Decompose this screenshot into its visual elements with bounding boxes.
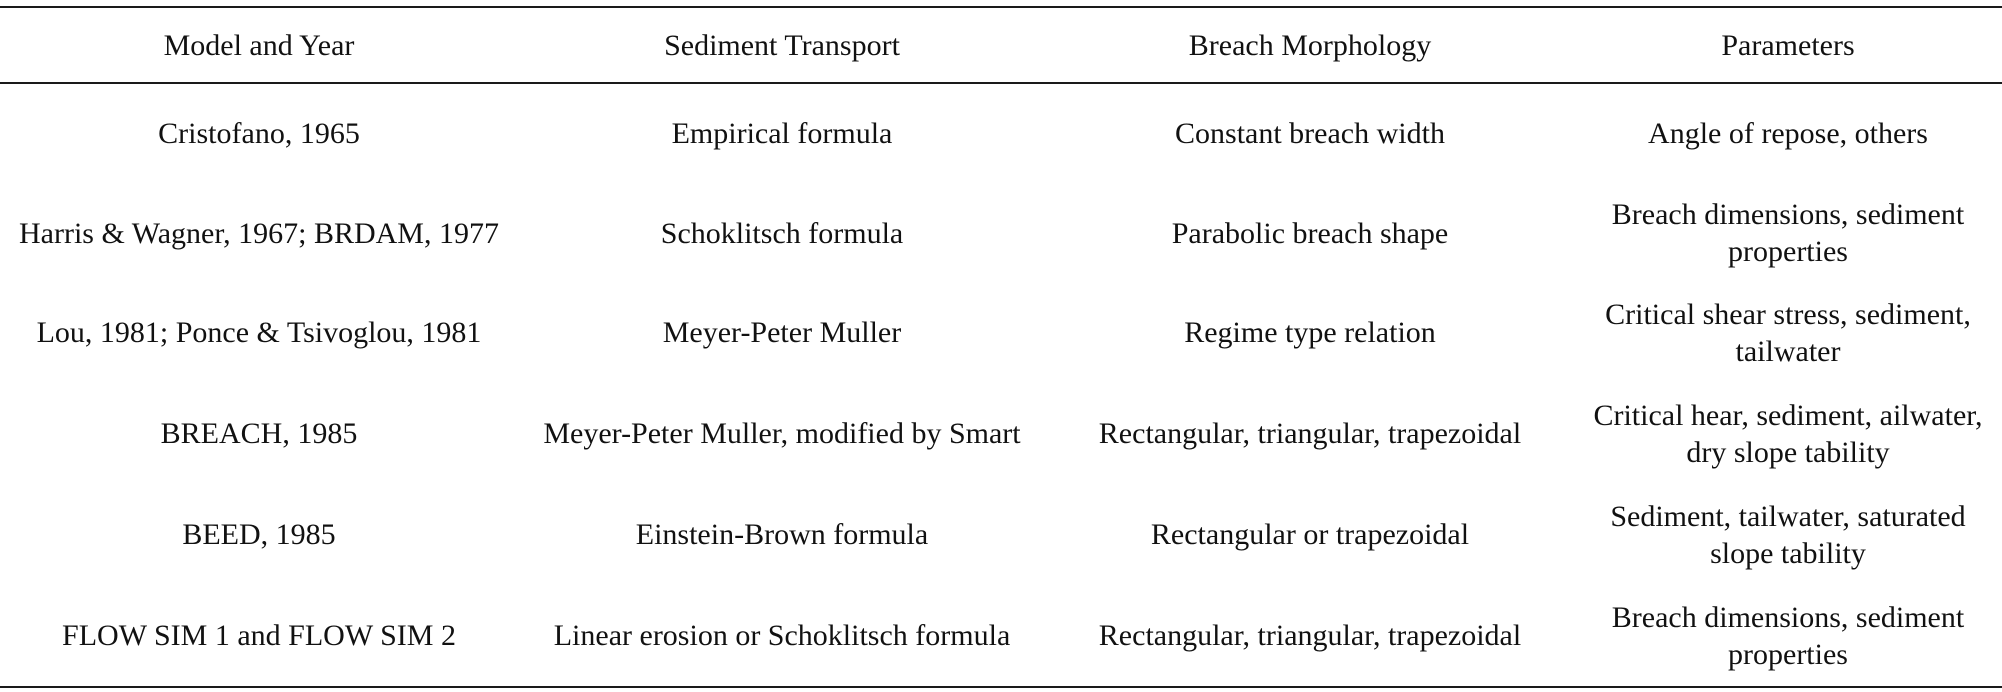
table-header xyxy=(0,8,2002,82)
cell-parameters: Critical hear, sediment, ailwater, dry slope tability xyxy=(1593,398,1983,469)
table-row xyxy=(0,82,2002,184)
header-sediment-transport: Sediment Transport xyxy=(664,28,900,62)
cell-model-and-year: BREACH, 1985 xyxy=(160,417,358,450)
cell-sediment-transport: Meyer-Peter Muller, modified by Smart xyxy=(543,417,1021,450)
cell-parameters: Critical shear stress, sediment, tailwater xyxy=(1605,297,1971,368)
cell-model-and-year: BEED, 1985 xyxy=(182,518,336,551)
cell-sediment-transport: Schoklitsch formula xyxy=(660,216,904,250)
cell-breach-morphology: Rectangular, triangular, trapezoidal xyxy=(1098,619,1522,652)
cell-breach-morphology: Constant breach width xyxy=(1175,116,1445,150)
table-row xyxy=(0,282,2002,383)
cell-model-and-year: Lou, 1981; Ponce & Tsivoglou, 1981 xyxy=(36,316,482,349)
cell-breach-morphology: Parabolic breach shape xyxy=(1171,216,1449,250)
table-bottom-rule xyxy=(0,686,2002,688)
cell-parameters: Angle of repose, others xyxy=(1648,116,1928,150)
cell-model-and-year: Harris & Wagner, 1967; BRDAM, 1977 xyxy=(19,216,499,250)
header-model-and-year: Model and Year xyxy=(163,28,355,62)
cell-parameters: Sediment, tailwater, saturated slope tability xyxy=(1610,499,1966,570)
cell-breach-morphology: Rectangular or trapezoidal xyxy=(1150,518,1470,551)
table-row xyxy=(0,585,2002,686)
cell-sediment-transport: Linear erosion or Schoklitsch formula xyxy=(553,619,1011,652)
header-parameters: Parameters xyxy=(1721,28,1855,62)
header-row xyxy=(0,8,2002,82)
cell-sediment-transport: Meyer-Peter Muller xyxy=(662,316,902,349)
table-row xyxy=(0,383,2002,484)
cell-model-and-year: FLOW SIM 1 and FLOW SIM 2 xyxy=(62,619,456,652)
cell-parameters: Breach dimensions, sediment properties xyxy=(1611,600,1965,671)
cell-breach-morphology: Regime type relation xyxy=(1184,316,1436,349)
dam-breach-models-table xyxy=(0,8,2002,686)
cell-sediment-transport: Empirical formula xyxy=(671,116,893,150)
table-row xyxy=(0,484,2002,585)
cell-model-and-year: Cristofano, 1965 xyxy=(158,116,360,150)
header-breach-morphology: Breach Morphology xyxy=(1188,28,1432,62)
table-body xyxy=(0,82,2002,686)
cell-breach-morphology: Rectangular, triangular, trapezoidal xyxy=(1098,417,1522,450)
cell-sediment-transport: Einstein-Brown formula xyxy=(635,518,929,551)
cell-parameters: Breach dimensions, sediment properties xyxy=(1611,198,1965,268)
table-row xyxy=(0,184,2002,282)
